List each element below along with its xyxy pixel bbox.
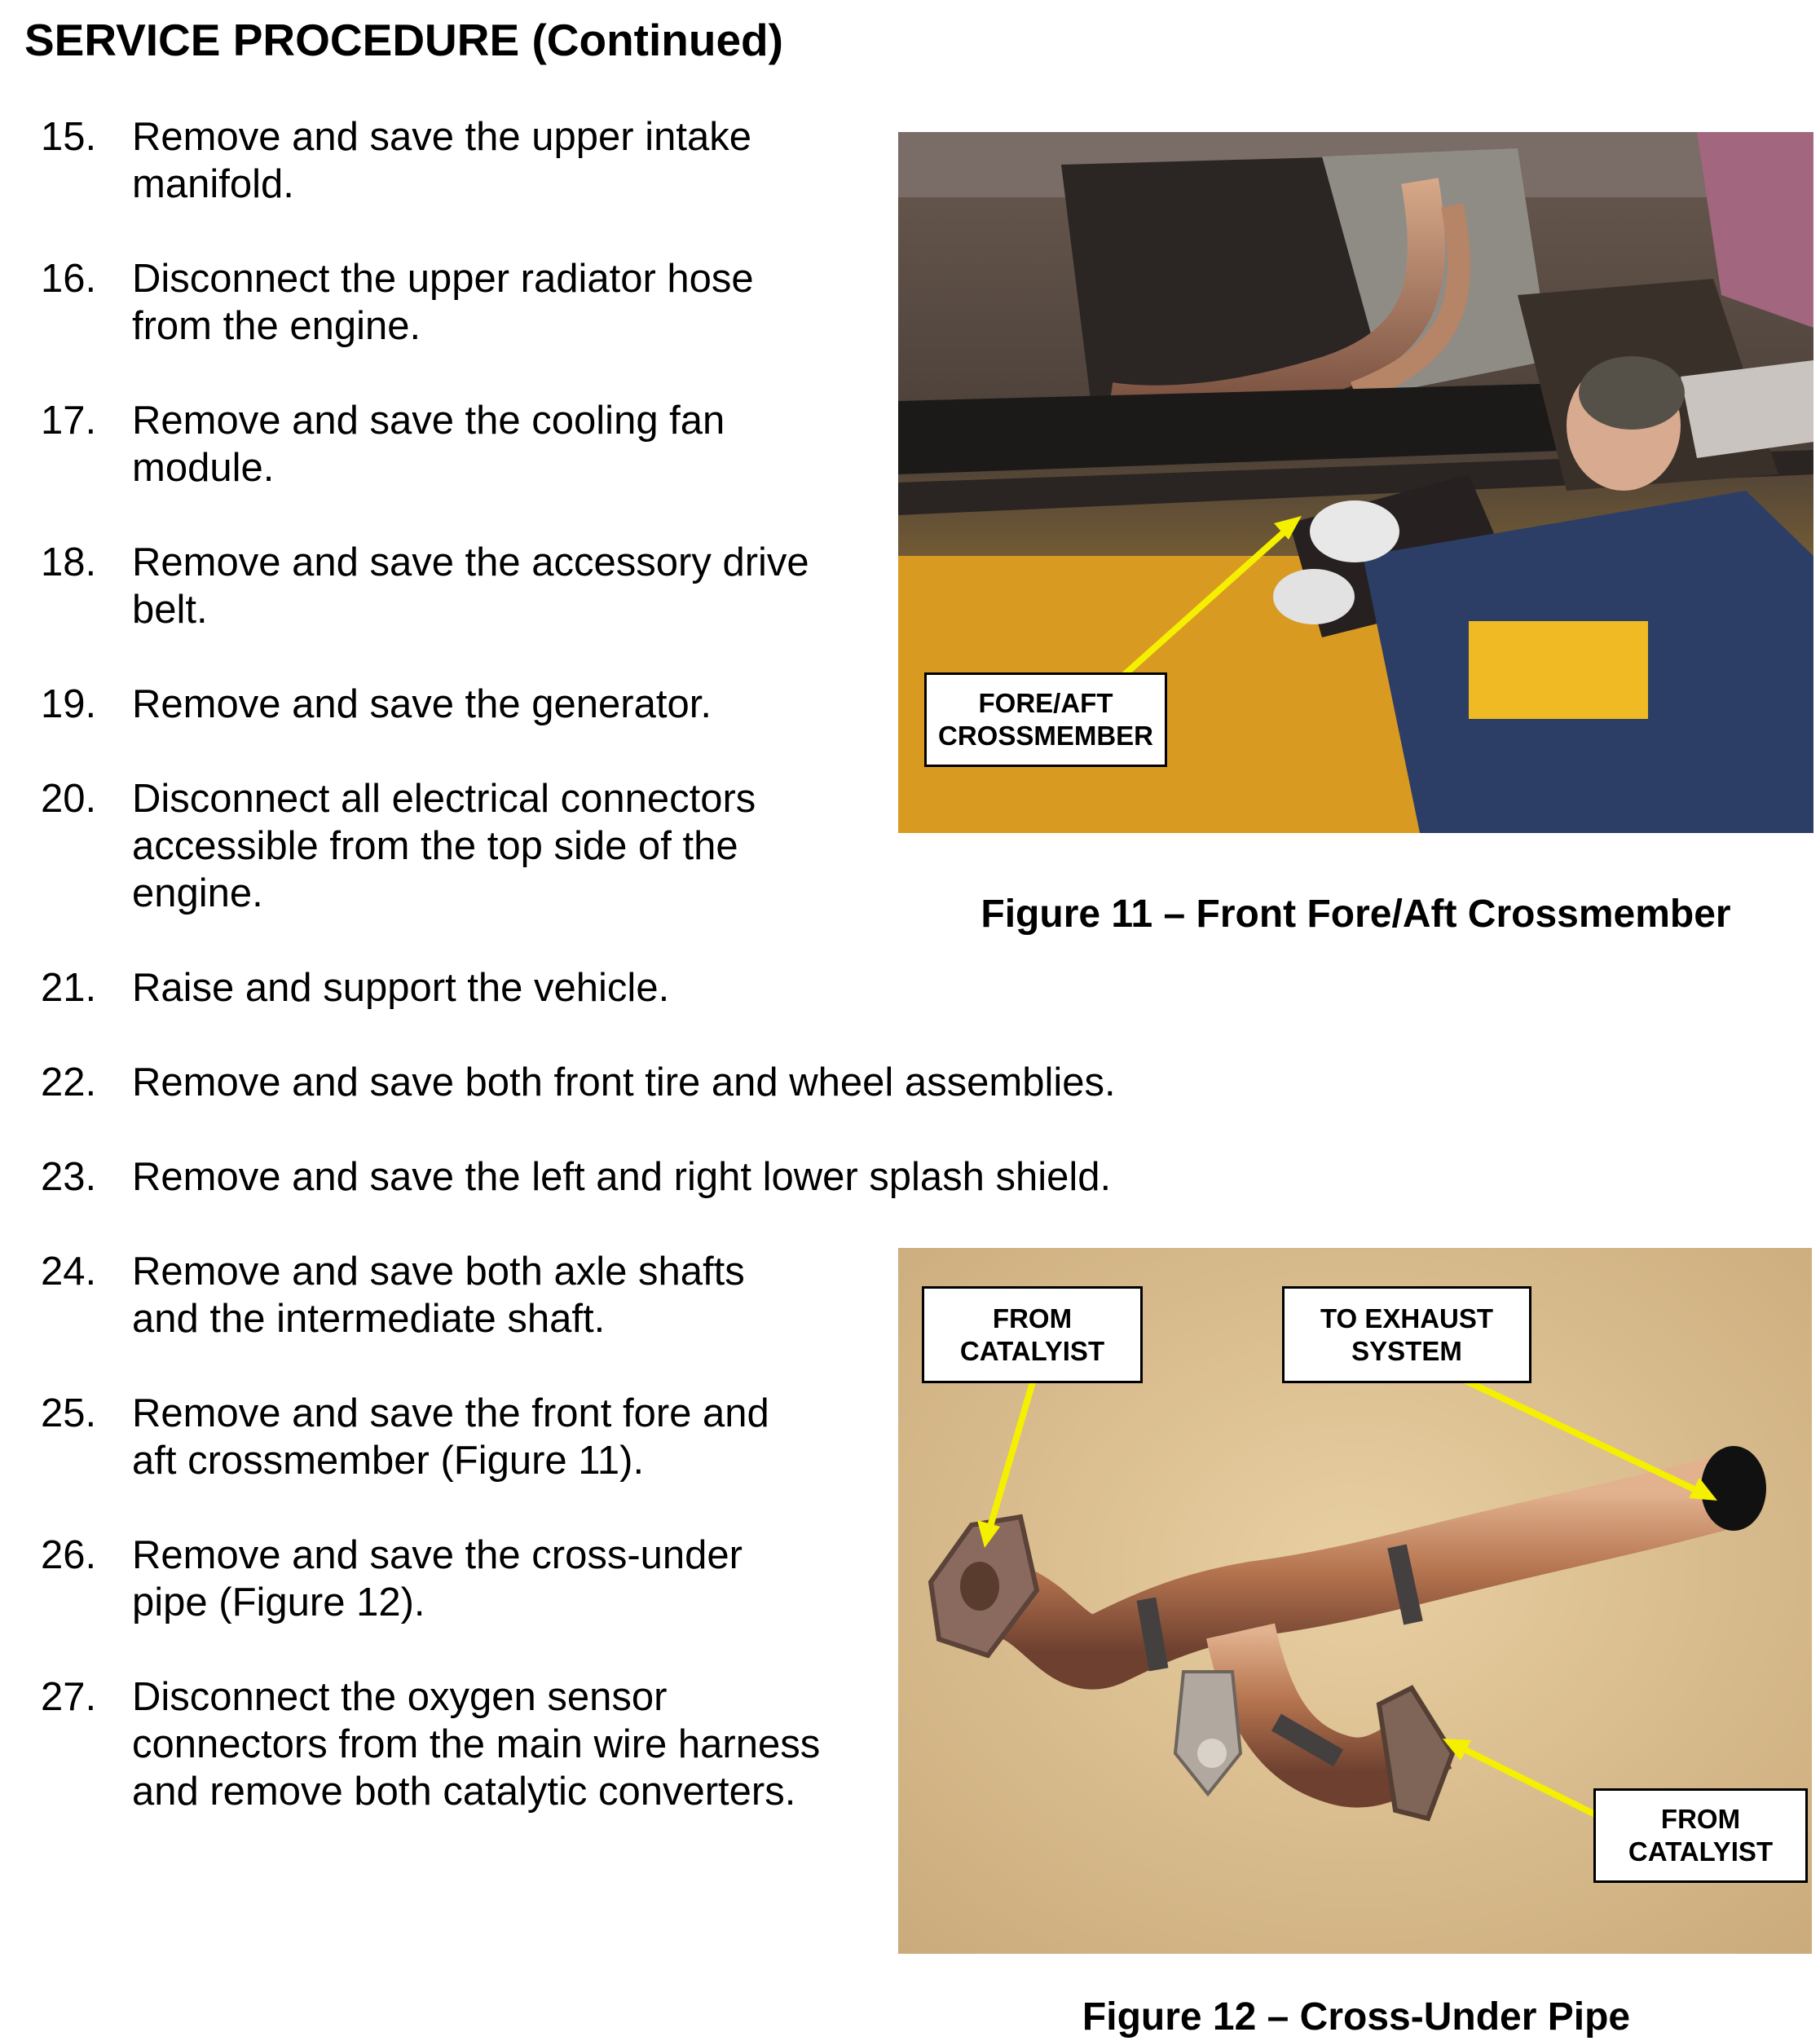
step-text: Remove and save both front tire and wheel assemblies. (132, 1060, 1116, 1104)
step-number: 26. (41, 1533, 97, 1577)
step-number: 23. (41, 1155, 97, 1199)
page-title: SERVICE PROCEDURE (Continued) (24, 15, 783, 65)
figure-11-photo (898, 132, 1813, 833)
callout-to-exhaust-system: TO EXHAUST SYSTEM (1282, 1286, 1531, 1383)
step-number: 27. (41, 1675, 97, 1719)
step-text: Remove and save the upper intake manifold. (132, 115, 751, 206)
step-number: 22. (41, 1060, 97, 1104)
callout-fore-aft-crossmember: FORE/AFT CROSSMEMBER (924, 672, 1167, 767)
callout-from-catalyst-right: FROM CATALYIST (1593, 1788, 1808, 1883)
callout-from-catalyst-left: FROM CATALYIST (922, 1286, 1143, 1383)
step-text: Remove and save the generator. (132, 682, 712, 726)
step-text: Raise and support the vehicle. (132, 966, 670, 1010)
step-text: Remove and save the cross-under pipe (Figure 12). (132, 1533, 743, 1624)
step-number: 19. (41, 682, 97, 726)
figure-11-caption: Figure 11 – Front Fore/Aft Crossmember (981, 893, 1731, 936)
figure-12-photo (898, 1248, 1812, 1954)
step-text: Disconnect the upper radiator hose from the engine. (132, 257, 754, 348)
step-number: 24. (41, 1250, 97, 1294)
step-number: 18. (41, 540, 97, 584)
step-number: 25. (41, 1391, 97, 1435)
step-text: Remove and save the front fore and aft crossmember (Figure 11). (132, 1391, 769, 1483)
step-number: 20. (41, 777, 97, 821)
step-text: Remove and save the cooling fan module. (132, 399, 725, 490)
step-text: Disconnect the oxygen sensor connectors from the main wire harness and remove both catalytic converters. (132, 1675, 821, 1814)
step-text: Remove and save the accessory drive belt. (132, 540, 809, 632)
step-number: 21. (41, 966, 97, 1010)
step-text: Remove and save both axle shafts and the intermediate shaft. (132, 1250, 745, 1341)
step-number: 17. (41, 399, 97, 443)
figure-12-caption: Figure 12 – Cross-Under Pipe (1082, 1995, 1631, 2039)
step-text: Disconnect all electrical connectors accessible from the top side of the engine. (132, 777, 756, 915)
step-text: Remove and save the left and right lower splash shield. (132, 1155, 1112, 1199)
step-number: 15. (41, 115, 97, 159)
step-number: 16. (41, 257, 97, 301)
